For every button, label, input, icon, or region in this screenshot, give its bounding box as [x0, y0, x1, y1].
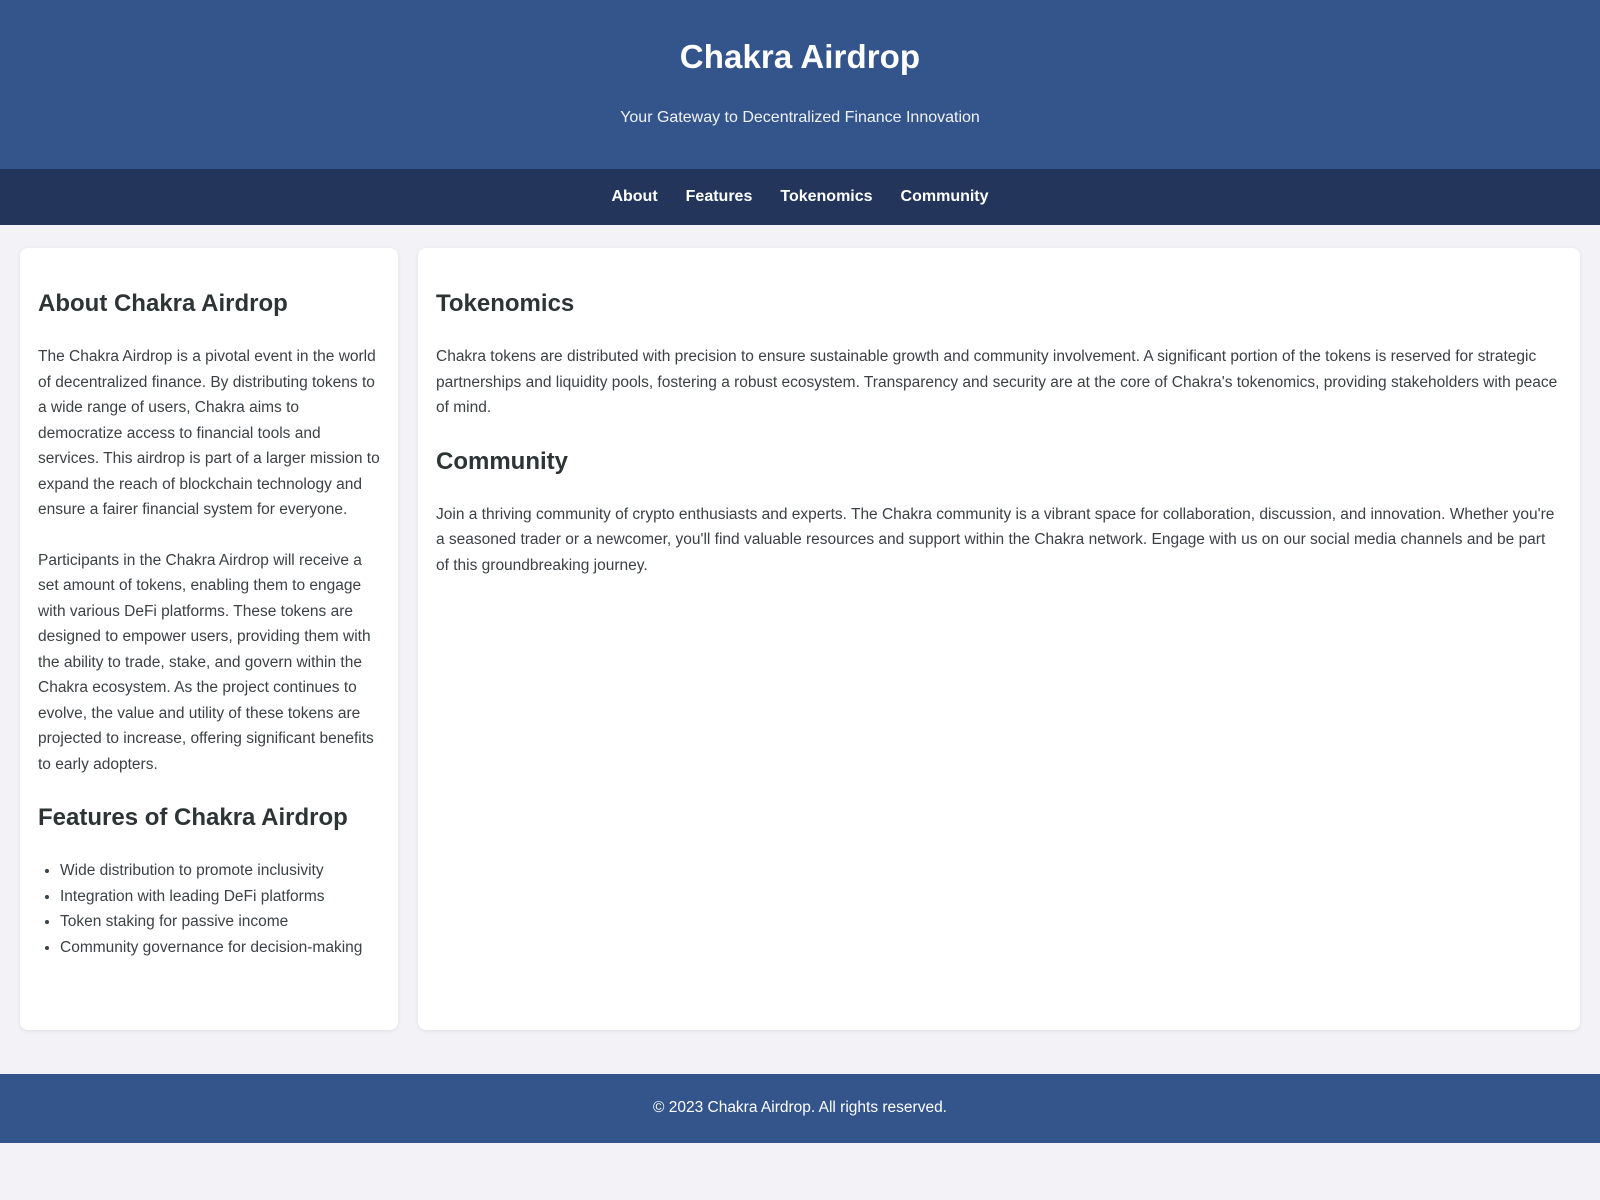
community-paragraph: Join a thriving community of crypto enthusiasts and experts. The Chakra community is a vibrant space for collaboration, discussion, and innovation. Whether you're a seasoned trader or a newcomer, you'll find valuable resources and support within the Chakra network. Engage with us on our social media channels and be part of this groundbreaking journey.: [436, 505, 1555, 574]
list-item: • Token staking for passive income: [60, 909, 380, 935]
tokenomics-heading: Tokenomics: [436, 290, 575, 318]
nav-item-features[interactable]: [672, 189, 767, 205]
about-paragraph-1: The Chakra Airdrop is a pivotal event in the world of decentralized finance. By distributing tokens to a wide range of users, Chakra aims to democratize access to financial tools and services. This airdrop is part of a larger mission to expand the reach of blockchain technology and ensure a fairer financial system for everyone.: [38, 348, 380, 519]
footer-copyright: © 2023 Chakra Airdrop. All rights reserved.: [652, 1099, 947, 1117]
site-header: [0, 0, 1600, 169]
page-title: Chakra Airdrop: [679, 38, 921, 75]
main-navigation: [0, 169, 1600, 225]
nav-link-community[interactable]: Community: [900, 188, 989, 206]
nav-link-about[interactable]: About: [611, 188, 658, 206]
list-item: • Community governance for decision-making: [60, 935, 380, 961]
community-heading: Community: [436, 447, 568, 475]
tokenomics-paragraph: Chakra tokens are distributed with precision to ensure sustainable growth and community involvement. A significant portion of the tokens is reserved for strategic partnerships and liquidity pools, fostering a robust ecosystem. Transparency and security are at the core of Chakra's tokenomics, providing stakeholders with peace of mind.: [436, 348, 1558, 417]
nav-item-community[interactable]: [887, 189, 1003, 205]
content-layout: [0, 225, 1600, 1030]
nav-item-about[interactable]: [597, 189, 671, 205]
about-paragraph-2: Participants in the Chakra Airdrop will receive a set amount of tokens, enabling them to engage with various DeFi platforms. These tokens are designed to empower users, providing them with the ability to trade, stake, and govern within the Chakra ecosystem. As the project continues to evolve, the value and utility of these tokens are projected to increase, offering significant benefits to early adopters.: [38, 551, 374, 773]
main-content-card: [418, 248, 1580, 1030]
about-heading: About Chakra Airdrop: [38, 290, 288, 318]
list-item: • Integration with leading DeFi platforms: [60, 884, 380, 910]
site-footer: [0, 1074, 1600, 1143]
features-list: [38, 858, 380, 960]
nav-list: [597, 189, 1002, 205]
features-heading: Features of Chakra Airdrop: [38, 804, 348, 832]
list-item: • Wide distribution to promote inclusivity: [60, 858, 380, 884]
sidebar-card: [20, 248, 398, 1030]
nav-link-features[interactable]: Features: [685, 188, 753, 206]
nav-item-tokenomics[interactable]: [766, 189, 886, 205]
page-tagline: Your Gateway to Decentralized Finance Innovation: [620, 109, 980, 127]
nav-link-tokenomics[interactable]: Tokenomics: [780, 188, 873, 206]
